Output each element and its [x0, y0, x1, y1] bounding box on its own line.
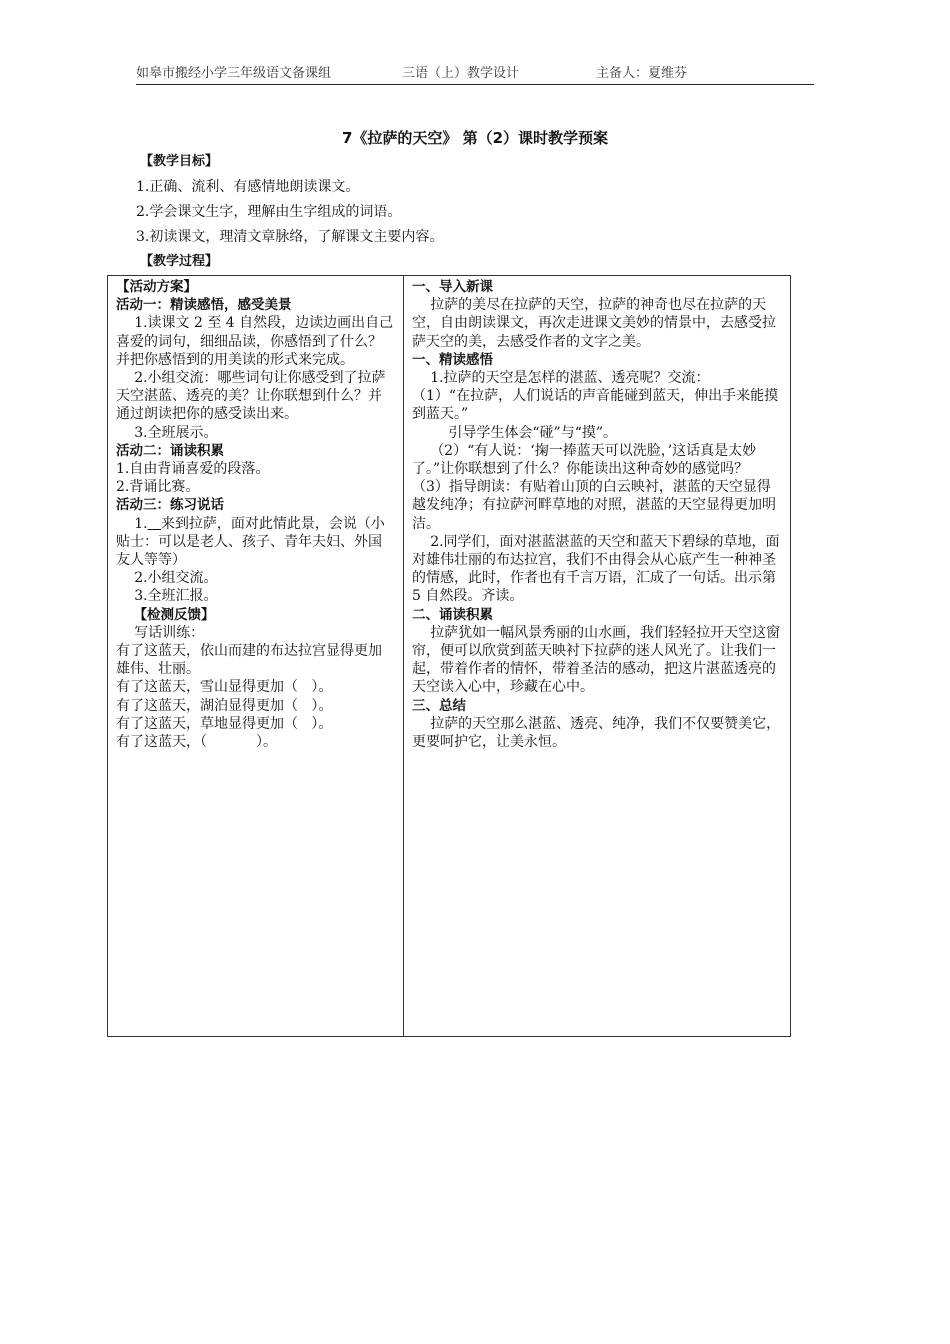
test-line-5: 有了这蓝天，（ ）。 — [116, 734, 277, 751]
activity-plan-cell — [108, 276, 404, 1037]
test-line-1: 有了这蓝天，依山而建的布达拉宫显得更加雄伟、壮丽。 — [116, 643, 382, 678]
activity-1-step-3: 3.全班展示。 — [134, 424, 218, 441]
page-header — [136, 66, 814, 85]
section-2-text-4: （2）“有人说：‘掬一捧蓝天可以洗脸，’这话真是太妙了。”让你联想到了什么？你能读出这种奇妙的感觉吗？ — [412, 442, 757, 478]
activity-3-step-2: 2.小组交流。 — [134, 570, 218, 587]
section-2-text-2: （1）“在拉萨，人们说话的声音能碰到蓝天，伸出手来能摸到蓝天。” — [412, 388, 779, 423]
header-school: 如皋市搬经小学三年级语文备课组 — [136, 66, 332, 81]
section-2-title: 一、精读感悟 — [412, 351, 493, 368]
activity-2-title: 活动二：诵读积累 — [116, 442, 224, 459]
lesson-table — [107, 275, 791, 1037]
section-2-text-3: 引导学生体会“碰”与“摸”。 — [448, 424, 618, 441]
page-title: 7《拉萨的天空》 第（2）课时教学预案 — [341, 129, 609, 147]
section-1-title: 一、导入新课 — [412, 279, 493, 295]
plan-title: 【活动方案】 — [116, 279, 197, 295]
goals-label: 【教学目标】 — [140, 154, 219, 169]
section-2-text-6: 2.同学们，面对湛蓝湛蓝的天空和蓝天下碧绿的草地，面对雄伟壮丽的布达拉宫，我们不由得会从心底产生一种神圣的情感，此时，作者也有千言万语，汇成了一句话。出示第 5 自然段。齐读。 — [412, 533, 780, 605]
section-1-text: 拉萨的美尽在拉萨的天空，拉萨的神奇也尽在拉萨的天空，自由朗读课文，再次走进课文美妙的情景中，去感受拉萨天空的美，去感受作者的文字之美。 — [412, 297, 776, 350]
section-2-text-1: 1.拉萨的天空是怎样的湛蓝、透亮呢？交流： — [430, 370, 710, 387]
process-label: 【教学过程】 — [140, 254, 219, 269]
goal-item-2: 2.学会课文生字，理解由生字组成的词语。 — [136, 204, 402, 220]
section-3-text: 拉萨犹如一幅风景秀丽的山水画，我们轻轻拉开天空这窗帘，便可以欣赏到蓝天映衬下拉萨的迷人风光了。让我们一起，带着作者的情怀，带着圣洁的感动，把这片湛蓝透亮的天空读入心中，珍藏在心中。 — [412, 624, 781, 696]
test-line-2: 有了这蓝天，雪山显得更加（ ）。 — [116, 679, 333, 696]
activity-2-step-2: 2.背诵比赛。 — [116, 479, 200, 496]
activity-3-step-1 — [116, 515, 395, 570]
section-3-title: 二、诵读积累 — [412, 606, 493, 623]
test-line-4: 有了这蓝天，草地显得更加（ ）。 — [116, 715, 333, 732]
teaching-process-cell — [404, 276, 791, 1037]
test-title: 【检测反馈】 — [133, 606, 215, 623]
test-line-3: 有了这蓝天，湖泊显得更加（ ）。 — [116, 697, 333, 714]
goal-item-1: 1.正确、流利、有感情地朗读课文。 — [136, 179, 360, 195]
section-4-title: 三、总结 — [412, 697, 466, 714]
header-course: 三语（上）教学设计 — [402, 66, 520, 81]
activity-3-step-3: 3.全班汇报。 — [134, 588, 218, 605]
activity-3-blank — [148, 516, 161, 532]
activity-1-step-1: 1.读课文 2 至 4 自然段，边读边画出自己喜爱的词句，细细品读，你感悟到了什么？并把你感悟到的用美读的形式来完成。 — [116, 315, 394, 368]
activity-3-step-1-num: 1. — [134, 515, 148, 532]
section-4-text: 拉萨的天空那么湛蓝、透亮、纯净，我们不仅要赞美它，更要呵护它，让美永恒。 — [412, 715, 781, 751]
test-subtitle: 写话训练： — [134, 624, 205, 641]
activity-3-step-1-text: 来到拉萨，面对此情此景，会说（小贴士：可以是老人、孩子、青年夫妇、外国友人等等） — [116, 515, 385, 569]
section-2-text-5: （3）指导朗读：有贴着山顶的白云映衬，湛蓝的天空显得越发纯净；有拉萨河畔草地的对照，湛蓝的天空显得更加明洁。 — [412, 479, 776, 532]
activity-1-step-2: 2.小组交流：哪些词句让你感受到了拉萨天空湛蓝、透亮的美？让你联想到什么？并通过朗读把你的感受读出来。 — [116, 370, 386, 423]
activity-1-title: 活动一：精读感悟，感受美景 — [116, 297, 292, 314]
goal-item-3: 3.初读课文，理清文章脉络，了解课文主要内容。 — [136, 229, 444, 245]
activity-3-title: 活动三：练习说话 — [116, 497, 224, 514]
activity-2-step-1: 1.自由背诵喜爱的段落。 — [116, 461, 270, 478]
header-preparer: 主备人：夏维芬 — [596, 66, 688, 81]
